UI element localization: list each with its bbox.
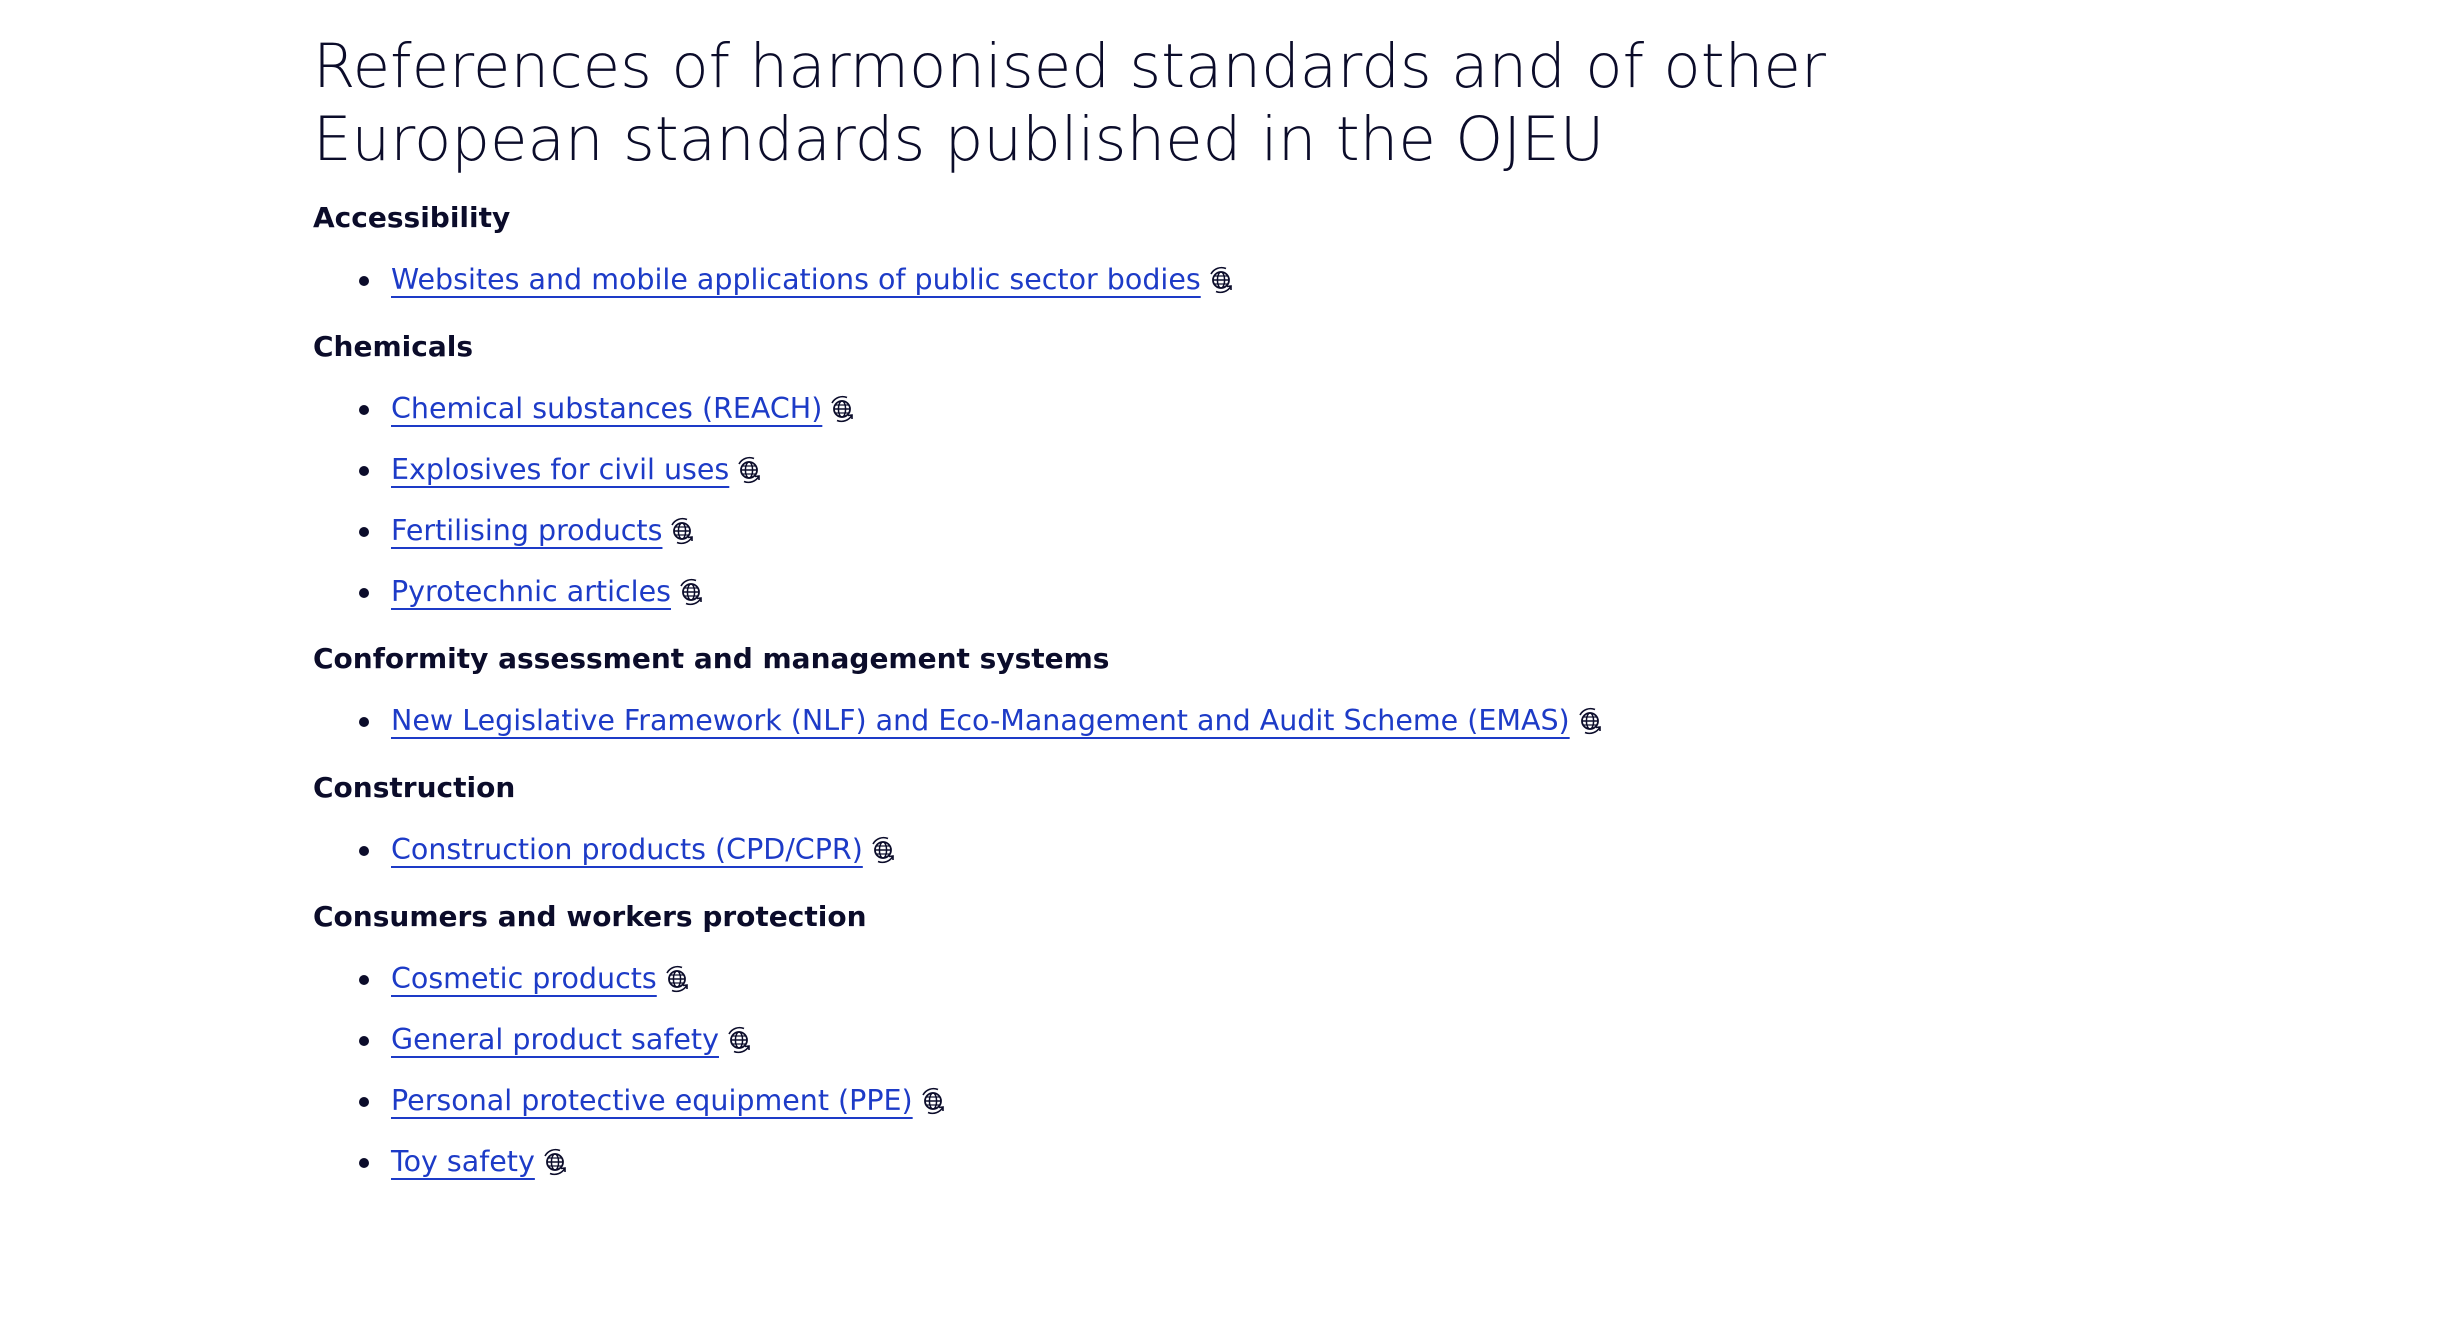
globe-icon[interactable] — [668, 516, 698, 546]
section-heading: Consumers and workers protection — [313, 900, 867, 933]
list-item — [357, 572, 2313, 633]
sections-container — [313, 200, 2313, 1203]
globe-icon[interactable] — [677, 577, 707, 607]
bullet — [359, 1036, 369, 1046]
list-item — [357, 701, 2313, 762]
standard-link[interactable]: Pyrotechnic articles — [391, 575, 671, 608]
globe-icon[interactable] — [541, 1147, 571, 1177]
standard-link[interactable]: Fertilising products — [391, 514, 663, 547]
section — [313, 641, 2313, 762]
section-heading: Chemicals — [313, 330, 474, 363]
standard-link[interactable]: Personal protective equipment (PPE) — [391, 1084, 913, 1117]
list-item — [357, 389, 2313, 450]
bullet — [359, 846, 369, 856]
section — [313, 329, 2313, 633]
list-item — [357, 830, 2313, 891]
list-item — [357, 260, 2313, 321]
bullet — [359, 588, 369, 598]
globe-icon[interactable] — [725, 1025, 755, 1055]
globe-icon[interactable] — [735, 455, 765, 485]
main-content — [313, 30, 2313, 1203]
globe-icon[interactable] — [828, 394, 858, 424]
list-item — [357, 1081, 2313, 1142]
globe-icon[interactable] — [1576, 706, 1606, 736]
section — [313, 200, 2313, 321]
list-item — [357, 1142, 2313, 1203]
globe-icon[interactable] — [663, 964, 693, 994]
standard-link[interactable]: Cosmetic products — [391, 962, 657, 995]
link-list — [357, 701, 2313, 762]
standard-link[interactable]: New Legislative Framework (NLF) and Eco-Management and Audit Scheme (EMAS) — [391, 704, 1570, 737]
link-list — [357, 260, 2313, 321]
standard-link[interactable]: Explosives for civil uses — [391, 453, 730, 486]
globe-icon[interactable] — [919, 1086, 949, 1116]
globe-icon[interactable] — [1207, 265, 1237, 295]
standard-link[interactable]: Websites and mobile applications of public sector bodies — [391, 263, 1201, 296]
bullet — [359, 1097, 369, 1107]
bullet — [359, 276, 369, 286]
list-item — [357, 1020, 2313, 1081]
section — [313, 899, 2313, 1203]
section-heading: Accessibility — [313, 201, 511, 234]
link-list — [357, 389, 2313, 633]
section-heading: Conformity assessment and management systems — [313, 642, 1110, 675]
section-heading: Construction — [313, 771, 516, 804]
bullet — [359, 1158, 369, 1168]
bullet — [359, 527, 369, 537]
link-list — [357, 830, 2313, 891]
bullet — [359, 466, 369, 476]
standard-link[interactable]: General product safety — [391, 1023, 719, 1056]
page-title: References of harmonised standards and of other European standards published in the OJEU — [313, 31, 1826, 175]
link-list — [357, 959, 2313, 1203]
bullet — [359, 717, 369, 727]
standard-link[interactable]: Construction products (CPD/CPR) — [391, 833, 863, 866]
bullet — [359, 975, 369, 985]
globe-icon[interactable] — [869, 835, 899, 865]
bullet — [359, 405, 369, 415]
list-item — [357, 959, 2313, 1020]
section — [313, 770, 2313, 891]
standard-link[interactable]: Chemical substances (REACH) — [391, 392, 823, 425]
list-item — [357, 511, 2313, 572]
list-item — [357, 450, 2313, 511]
standard-link[interactable]: Toy safety — [391, 1145, 535, 1178]
